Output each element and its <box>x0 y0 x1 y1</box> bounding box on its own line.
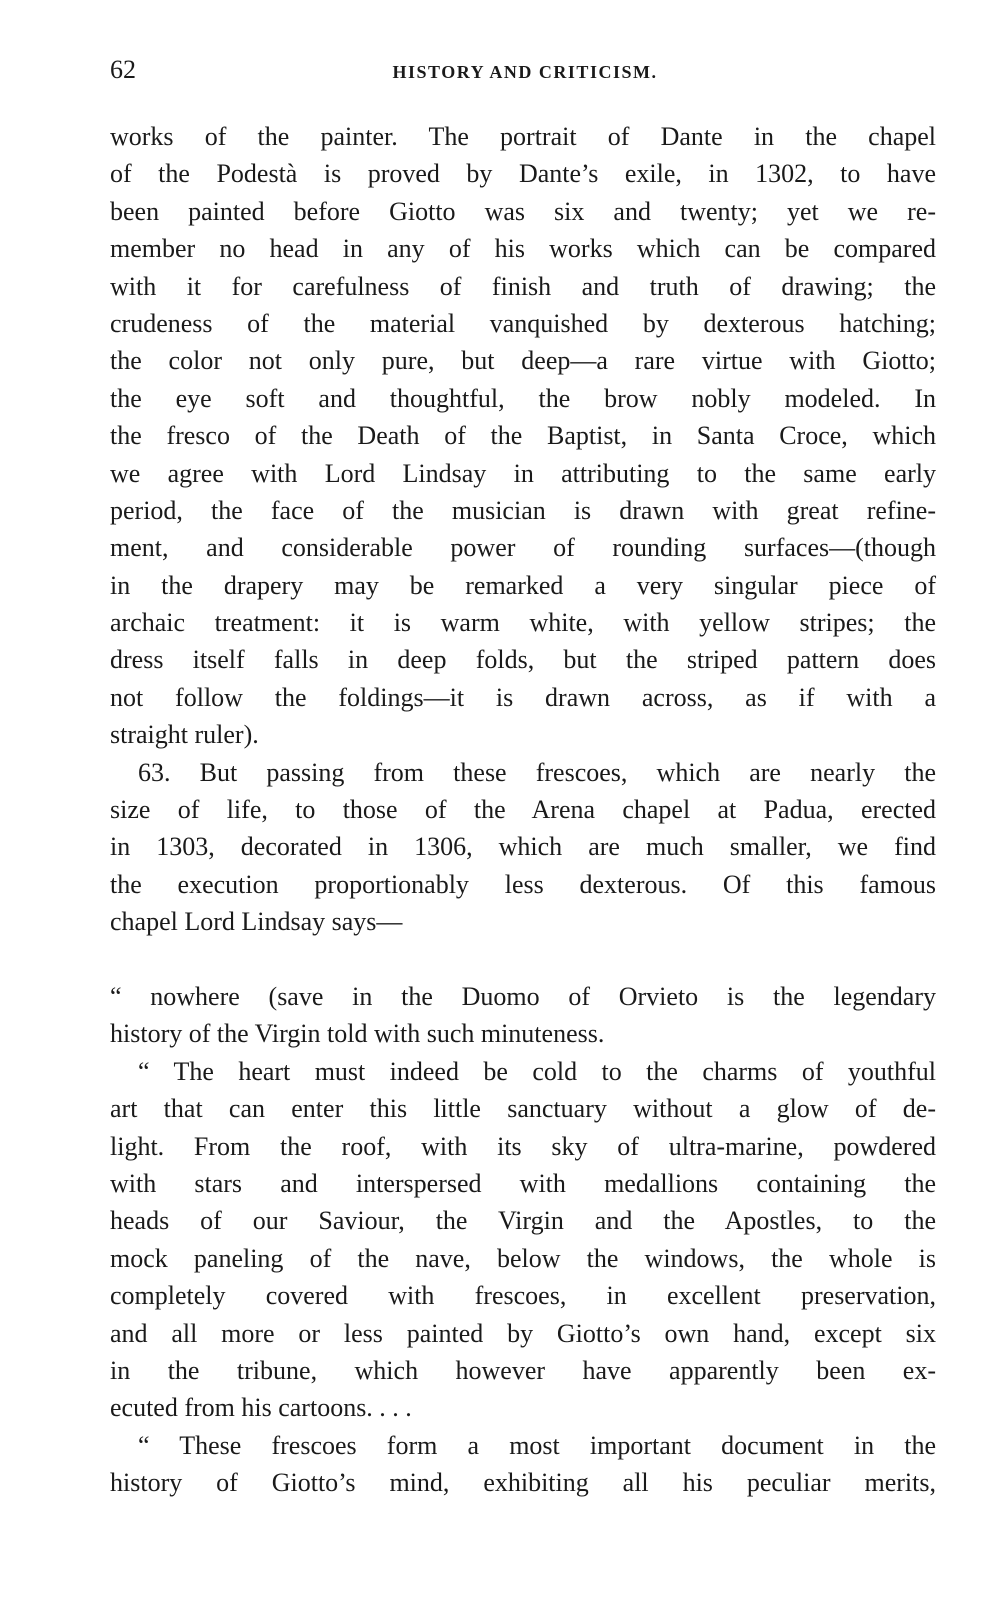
text-line: member no head in any of his works which can be compared <box>110 234 936 264</box>
text-line: the color not only pure, but deep—a rare virtue with Giotto; <box>110 346 936 376</box>
paragraph-1 <box>110 118 936 754</box>
running-head-title: HISTORY AND CRITICISM. <box>392 62 658 82</box>
text-line: and all more or less painted by Giotto’s own hand, except six <box>110 1318 936 1348</box>
text-line: of the Podestà is proved by Dante’s exile, in 1302, to have <box>110 159 936 189</box>
text-line: archaic treatment: it is warm white, with yellow stripes; the <box>110 608 936 638</box>
text-line: history of the Virgin told with such minuteness. <box>110 1019 605 1049</box>
text-line: period, the face of the musician is drawn with great refine- <box>110 495 936 525</box>
text-line: mock paneling of the nave, below the windows, the whole is <box>110 1243 936 1273</box>
quote-orvieto <box>110 978 936 1053</box>
blank-gap <box>110 941 936 978</box>
text-line: 63. But passing from these frescoes, which are nearly the <box>138 757 936 787</box>
text-line: the fresco of the Death of the Baptist, in Santa Croce, which <box>110 421 936 451</box>
text-line: art that can enter this little sanctuary without a glow of de- <box>110 1094 936 1124</box>
text-line: completely covered with frescoes, in excellent preservation, <box>110 1281 936 1311</box>
quote-sanctuary <box>110 1053 936 1427</box>
text-line: history of Giotto’s mind, exhibiting all his peculiar merits, <box>110 1468 936 1498</box>
text-line: ment, and considerable power of rounding surfaces—(though <box>110 533 936 563</box>
text-line: the eye soft and thoughtful, the brow nobly modeled. In <box>110 383 936 413</box>
text-line: “ The heart must indeed be cold to the charms of youthful <box>138 1056 936 1086</box>
text-line: the execution proportionably less dexterous. Of this famous <box>110 869 936 899</box>
quote-frescoes <box>110 1427 936 1502</box>
text-line: “ nowhere (save in the Duomo of Orvieto is the legendary <box>110 981 936 1011</box>
paragraph-63 <box>110 754 936 941</box>
text-line: with it for carefulness of finish and truth of drawing; the <box>110 271 936 301</box>
text-line: heads of our Saviour, the Virgin and the Apostles, to the <box>110 1206 936 1236</box>
text-line: straight ruler). <box>110 720 259 750</box>
body-text <box>110 118 936 1501</box>
running-head <box>110 50 940 90</box>
text-line: in the tribune, which however have apparently been ex- <box>110 1355 936 1385</box>
text-line: dress itself falls in deep folds, but the striped pattern does <box>110 645 936 675</box>
text-line: we agree with Lord Lindsay in attributing to the same early <box>110 458 936 488</box>
text-line: been painted before Giotto was six and twenty; yet we re- <box>110 196 936 226</box>
text-line: in 1303, decorated in 1306, which are much smaller, we find <box>110 832 936 862</box>
text-line: ecuted from his cartoons. . . . <box>110 1393 412 1423</box>
text-line: size of life, to those of the Arena chapel at Padua, erected <box>110 795 936 825</box>
page-number: 62 <box>110 55 136 84</box>
text-line: light. From the roof, with its sky of ultra-marine, powdered <box>110 1131 936 1161</box>
text-line: crudeness of the material vanquished by dexterous hatching; <box>110 308 936 338</box>
text-line: “ These frescoes form a most important document in the <box>138 1430 936 1460</box>
text-line: with stars and interspersed with medallions containing the <box>110 1168 936 1198</box>
text-line: works of the painter. The portrait of Dante in the chapel <box>110 122 936 151</box>
text-line: chapel Lord Lindsay says— <box>110 907 403 937</box>
text-line: in the drapery may be remarked a very singular piece of <box>110 570 936 600</box>
text-line: not follow the foldings—it is drawn across, as if with a <box>110 682 936 712</box>
